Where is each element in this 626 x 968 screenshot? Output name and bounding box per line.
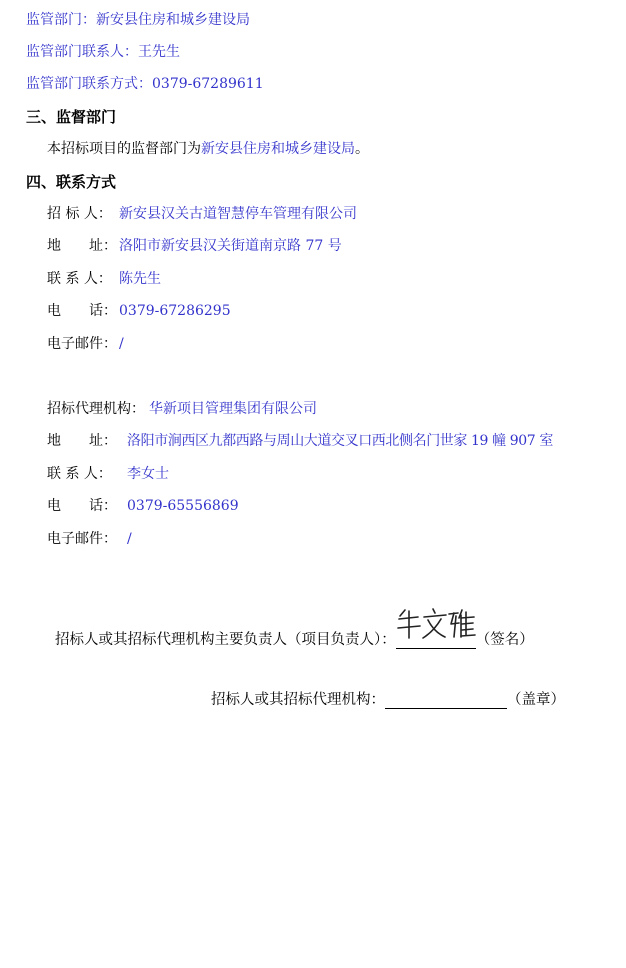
supervision-dept-label: 监管部门： [26,12,96,28]
tenderer-name-label: 招 标 人： [47,206,112,222]
section-3-body-dept: 新安县住房和城乡建设局 [201,141,355,157]
agency-address-value: 洛阳市涧西区九都西路与周山大道交叉口西北侧名门世家 19 幢 907 室 [127,433,553,449]
agency-contact-label: 联 系 人： [47,466,112,482]
principal-suffix: （签名） [475,632,534,648]
section-3-body-prefix: 本招标项目的监督部门为 [47,141,201,157]
agency-name-line [47,398,317,418]
supervision-phone-line [26,73,264,93]
supervision-contact-label: 监管部门联系人： [26,44,138,60]
tenderer-contact-label: 联 系 人： [47,271,112,287]
tenderer-phone-line [47,300,231,320]
seal-suffix: （盖章） [507,692,565,708]
tenderer-contact-line [47,268,161,288]
handwritten-signature [396,608,476,649]
agency-address-line [47,430,553,450]
section-3-heading: 三、监督部门 [26,108,117,126]
tenderer-address-label: 地 址： [47,238,117,254]
section-3-body-suffix: 。 [355,141,369,157]
tenderer-address-value: 洛阳市新安县汉关街道南京路 77 号 [119,238,342,254]
section-4-heading: 四、联系方式 [26,173,117,191]
principal-signature-line [55,608,534,649]
tenderer-name-line [47,203,357,223]
agency-email-line [47,528,132,548]
agency-contact-line [47,463,169,483]
seal-label: 招标人或其招标代理机构： [211,692,385,708]
signature-icon [396,604,476,644]
supervision-contact-value: 王先生 [138,44,180,60]
supervision-phone-label: 监管部门联系方式： [26,76,152,92]
tenderer-phone-value: 0379-67286295 [119,303,231,319]
seal-blank [385,690,507,709]
agency-address-label: 地 址： [47,433,117,449]
tenderer-name-value: 新安县汉关古道智慧停车管理有限公司 [119,206,357,222]
seal-line [211,688,565,709]
agency-name-value: 华新项目管理集团有限公司 [149,401,317,417]
agency-phone-line [47,495,239,515]
agency-contact-value: 李女士 [127,466,169,482]
agency-name-label: 招标代理机构： [47,401,145,417]
tenderer-email-line [47,333,124,353]
supervision-dept-value: 新安县住房和城乡建设局 [96,12,250,28]
supervision-contact-line [26,41,180,61]
agency-phone-label: 电 话： [47,498,117,514]
principal-label: 招标人或其招标代理机构主要负责人（项目负责人）： [55,632,396,648]
section-3-body [47,138,369,158]
supervision-dept-line [26,9,250,29]
tenderer-email-value: / [119,336,124,352]
supervision-phone-value: 0379-67289611 [152,76,264,92]
agency-email-label: 电子邮件： [47,531,117,547]
tenderer-contact-value: 陈先生 [119,271,161,287]
agency-email-value: / [127,531,132,547]
agency-phone-value: 0379-65556869 [127,498,239,514]
tenderer-email-label: 电子邮件： [47,336,117,352]
tenderer-phone-label: 电 话： [47,303,117,319]
tenderer-address-line [47,235,342,255]
